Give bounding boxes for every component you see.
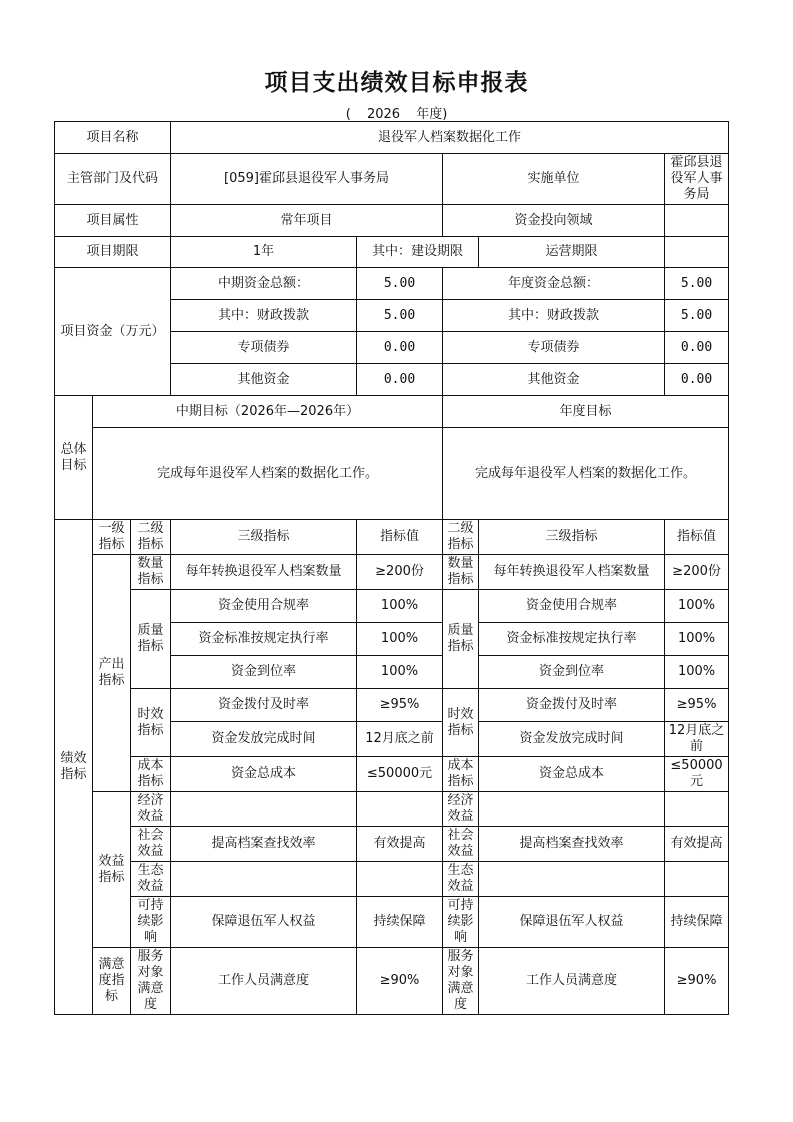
funds-mid-label: 中期资金总额： <box>171 268 357 300</box>
funds-year-label: 其他资金 <box>443 364 665 396</box>
sub-service-year: 服务对象满意度 <box>443 948 479 1015</box>
indicator-header-row <box>55 520 729 555</box>
indicator-value: 100% <box>357 656 443 689</box>
overall-goal-label: 总体目标 <box>55 396 93 520</box>
sub-quantity-year: 数量指标 <box>443 555 479 590</box>
goal-text-row <box>55 428 729 520</box>
funds-year-label: 其中：财政拨款 <box>443 300 665 332</box>
impl-value: 霍邱县退役军人事务局 <box>665 154 729 205</box>
indicator-name-year <box>479 862 665 897</box>
dept-label: 主管部门及代码 <box>55 154 171 205</box>
indicator-value-year: 12月底之前 <box>665 722 729 757</box>
impl-label: 实施单位 <box>443 154 665 205</box>
row-attr <box>55 205 729 237</box>
header-level2-year: 二级指标 <box>443 520 479 555</box>
indicator-value: 100% <box>357 623 443 656</box>
sub-sustainable-year: 可持续影响 <box>443 897 479 948</box>
performance-goal-table <box>54 121 729 1015</box>
sub-quality: 质量指标 <box>131 590 171 689</box>
sub-quality-year: 质量指标 <box>443 590 479 689</box>
funds-row <box>55 268 729 300</box>
funds-year-label: 年度资金总额： <box>443 268 665 300</box>
indicator-value-year: 100% <box>665 656 729 689</box>
indicator-value: 有效提高 <box>357 827 443 862</box>
indicator-value-year: 持续保障 <box>665 897 729 948</box>
year-value: 2026 <box>366 107 401 122</box>
indicator-name: 资金到位率 <box>171 656 357 689</box>
sub-cost-year: 成本指标 <box>443 757 479 792</box>
funds-mid-value: 0.00 <box>357 332 443 364</box>
indicator-name <box>171 792 357 827</box>
sub-economic: 经济效益 <box>131 792 171 827</box>
category-benefit: 效益指标 <box>93 792 131 948</box>
indicator-value: 12月底之前 <box>357 722 443 757</box>
funds-year-value: 5.00 <box>665 268 729 300</box>
invest-label: 资金投向领域 <box>443 205 665 237</box>
funds-year-label: 专项债券 <box>443 332 665 364</box>
project-name-label: 项目名称 <box>55 122 171 154</box>
indicator-row <box>55 757 729 792</box>
indicator-value: ≥200份 <box>357 555 443 590</box>
indicator-row <box>55 948 729 1015</box>
mid-goal-text: 完成每年退役军人档案的数据化工作。 <box>93 428 443 520</box>
mid-goal-header: 中期目标（2026年—2026年） <box>93 396 443 428</box>
header-value-year: 指标值 <box>665 520 729 555</box>
indicator-value-year: 100% <box>665 590 729 623</box>
sub-timeliness-year: 时效指标 <box>443 689 479 757</box>
sub-cost: 成本指标 <box>131 757 171 792</box>
sub-quantity: 数量指标 <box>131 555 171 590</box>
indicator-name-year: 资金总成本 <box>479 757 665 792</box>
indicator-name: 提高档案查找效率 <box>171 827 357 862</box>
sub-service: 服务对象满意度 <box>131 948 171 1015</box>
indicator-name-year: 每年转换退役军人档案数量 <box>479 555 665 590</box>
indicator-name-year: 保障退伍军人权益 <box>479 897 665 948</box>
period-label: 项目期限 <box>55 237 171 268</box>
indicator-name-year <box>479 792 665 827</box>
indicator-value-year <box>665 862 729 897</box>
indicator-row <box>55 827 729 862</box>
indicator-name: 保障退伍军人权益 <box>171 897 357 948</box>
indicator-row <box>55 590 729 623</box>
year-open: ( <box>345 107 351 122</box>
header-level3-year: 三级指标 <box>479 520 665 555</box>
attr-label: 项目属性 <box>55 205 171 237</box>
header-value: 指标值 <box>357 520 443 555</box>
year-goal-text: 完成每年退役军人档案的数据化工作。 <box>443 428 729 520</box>
indicator-name-year: 资金标准按规定执行率 <box>479 623 665 656</box>
indicator-value <box>357 862 443 897</box>
operate-label: 运营期限 <box>479 237 665 268</box>
sub-sustainable: 可持续影响 <box>131 897 171 948</box>
indicator-row <box>55 555 729 590</box>
year-line <box>0 103 793 122</box>
indicator-value: ≥95% <box>357 689 443 722</box>
year-unit: 年度) <box>416 107 448 122</box>
indicator-value-year: ≥95% <box>665 689 729 722</box>
period-value: 1年 <box>171 237 357 268</box>
indicator-name-year: 资金使用合规率 <box>479 590 665 623</box>
row-dept <box>55 154 729 205</box>
indicator-name <box>171 862 357 897</box>
indicator-name-year: 资金到位率 <box>479 656 665 689</box>
funds-mid-label: 专项债券 <box>171 332 357 364</box>
indicator-value-year: ≤50000元 <box>665 757 729 792</box>
indicator-name-year: 工作人员满意度 <box>479 948 665 1015</box>
page-title: 项目支出绩效目标申报表 <box>264 70 529 96</box>
indicator-value-year <box>665 792 729 827</box>
indicator-name: 资金总成本 <box>171 757 357 792</box>
funds-mid-value: 5.00 <box>357 268 443 300</box>
indicator-name: 资金标准按规定执行率 <box>171 623 357 656</box>
invest-value <box>665 205 729 237</box>
sub-timeliness: 时效指标 <box>131 689 171 757</box>
indicator-value-year: ≥200份 <box>665 555 729 590</box>
indicator-value-year: 有效提高 <box>665 827 729 862</box>
indicator-name: 资金发放完成时间 <box>171 722 357 757</box>
indicator-row <box>55 862 729 897</box>
indicator-row <box>55 897 729 948</box>
indicator-name: 资金拨付及时率 <box>171 689 357 722</box>
header-level1: 一级指标 <box>93 520 131 555</box>
indicator-value: 持续保障 <box>357 897 443 948</box>
sub-ecological: 生态效益 <box>131 862 171 897</box>
indicator-name-year: 资金发放完成时间 <box>479 722 665 757</box>
year-goal-header: 年度目标 <box>443 396 729 428</box>
indicator-name: 每年转换退役军人档案数量 <box>171 555 357 590</box>
dept-value: [059]霍邱县退役军人事务局 <box>171 154 443 205</box>
funds-year-value: 0.00 <box>665 364 729 396</box>
indicator-name-year: 提高档案查找效率 <box>479 827 665 862</box>
attr-value: 常年项目 <box>171 205 443 237</box>
funds-mid-value: 0.00 <box>357 364 443 396</box>
build-label: 其中：建设期限 <box>357 237 479 268</box>
sub-ecological-year: 生态效益 <box>443 862 479 897</box>
funds-year-value: 0.00 <box>665 332 729 364</box>
funds-mid-label: 其中：财政拨款 <box>171 300 357 332</box>
indicator-name: 资金使用合规率 <box>171 590 357 623</box>
indicator-value-year: 100% <box>665 623 729 656</box>
row-project-name <box>55 122 729 154</box>
indicator-name: 工作人员满意度 <box>171 948 357 1015</box>
operate-value <box>665 237 729 268</box>
header-level3: 三级指标 <box>171 520 357 555</box>
funds-mid-value: 5.00 <box>357 300 443 332</box>
goal-header-row <box>55 396 729 428</box>
performance-indicators-label: 绩效指标 <box>55 520 93 1015</box>
funds-year-value: 5.00 <box>665 300 729 332</box>
category-output: 产出指标 <box>93 555 131 792</box>
indicator-row <box>55 689 729 722</box>
sub-social: 社会效益 <box>131 827 171 862</box>
indicator-row <box>55 792 729 827</box>
indicator-value: 100% <box>357 590 443 623</box>
project-name-value: 退役军人档案数据化工作 <box>171 122 729 154</box>
category-satisfaction: 满意度指标 <box>93 948 131 1015</box>
indicator-value <box>357 792 443 827</box>
row-period <box>55 237 729 268</box>
header-level2: 二级指标 <box>131 520 171 555</box>
funds-label: 项目资金（万元） <box>55 268 171 396</box>
funds-mid-label: 其他资金 <box>171 364 357 396</box>
sub-economic-year: 经济效益 <box>443 792 479 827</box>
indicator-value: ≤50000元 <box>357 757 443 792</box>
indicator-name-year: 资金拨付及时率 <box>479 689 665 722</box>
indicator-value-year: ≥90% <box>665 948 729 1015</box>
sub-social-year: 社会效益 <box>443 827 479 862</box>
indicator-value: ≥90% <box>357 948 443 1015</box>
